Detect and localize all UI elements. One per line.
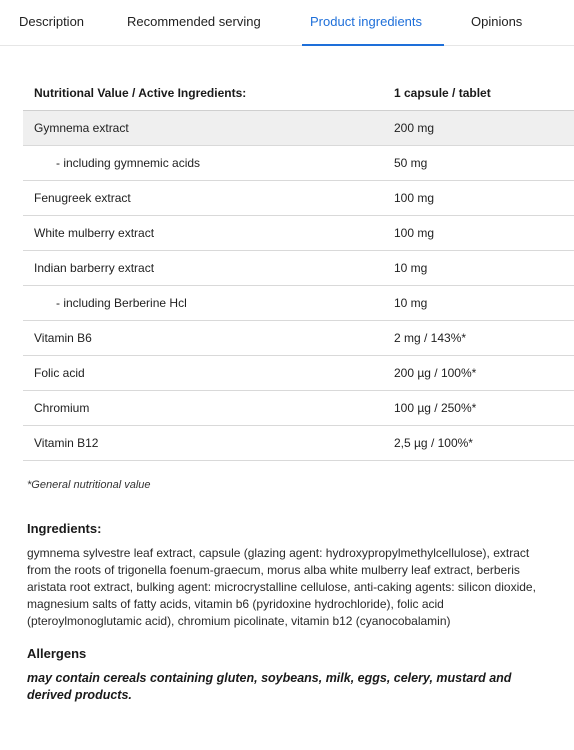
ingredient-amount: 200 µg / 100%* [383,356,574,391]
table-row [23,146,574,181]
ingredient-amount: 100 mg [383,181,574,216]
table-row [23,216,574,251]
tab-description[interactable]: Description [19,14,85,29]
nutrition-table [23,76,574,461]
allergens-text: may contain cereals containing gluten, soybeans, milk, eggs, celery, mustard and derived products. [27,671,512,702]
table-row [23,111,574,146]
ingredient-name: Chromium [23,391,383,426]
ingredient-name: - including gymnemic acids [23,146,383,181]
nutrition-table-container [23,76,574,461]
ingredients-text: gymnema sylvestre leaf extract, capsule (glazing agent: hydroxypropylmethylcellulose), extract from the roots of trigonella foenum-graecum, morus alba white mulberry leaf extract, berberis aristata root extract, bulking agent: microcrystalline cellulose, anti-caking agents: silicon dioxide, magnesium salts of fatty acids, vitamin b6 (pyridoxine hydrochloride), folic acid (pteroylmonoglutamic acid), chromium picolinate, vitamin b12 (cyanocobalamin) [27,546,536,628]
table-row [23,181,574,216]
tab-bar [0,0,574,46]
active-tab-indicator [302,44,444,46]
ingredient-amount: 50 mg [383,146,574,181]
table-row [23,356,574,391]
footnote: *General nutritional value [27,479,151,491]
table-header-row [23,76,574,111]
ingredient-amount: 200 mg [383,111,574,146]
table-row [23,426,574,461]
ingredient-amount: 2 mg / 143%* [383,321,574,356]
ingredient-amount: 10 mg [383,286,574,321]
tab-recommended-serving[interactable]: Recommended serving [127,14,261,29]
column-header-amount: 1 capsule / tablet [383,76,574,111]
ingredient-amount: 100 mg [383,216,574,251]
tab-opinions[interactable]: Opinions [471,14,523,29]
ingredients-heading: Ingredients: [27,521,102,536]
ingredient-name: Indian barberry extract [23,251,383,286]
ingredient-name: Fenugreek extract [23,181,383,216]
ingredient-name: Gymnema extract [23,111,383,146]
ingredient-amount: 2,5 µg / 100%* [383,426,574,461]
table-row [23,321,574,356]
table-row [23,391,574,426]
table-row [23,251,574,286]
ingredient-amount: 10 mg [383,251,574,286]
ingredient-name: - including Berberine Hcl [23,286,383,321]
ingredient-name: Folic acid [23,356,383,391]
column-header-ingredient: Nutritional Value / Active Ingredients: [23,76,383,111]
ingredient-name: White mulberry extract [23,216,383,251]
ingredient-name: Vitamin B6 [23,321,383,356]
tab-product-ingredients[interactable]: Product ingredients [310,14,423,29]
table-row [23,286,574,321]
ingredient-amount: 100 µg / 250%* [383,391,574,426]
ingredient-name: Vitamin B12 [23,426,383,461]
allergens-heading: Allergens [27,646,87,661]
